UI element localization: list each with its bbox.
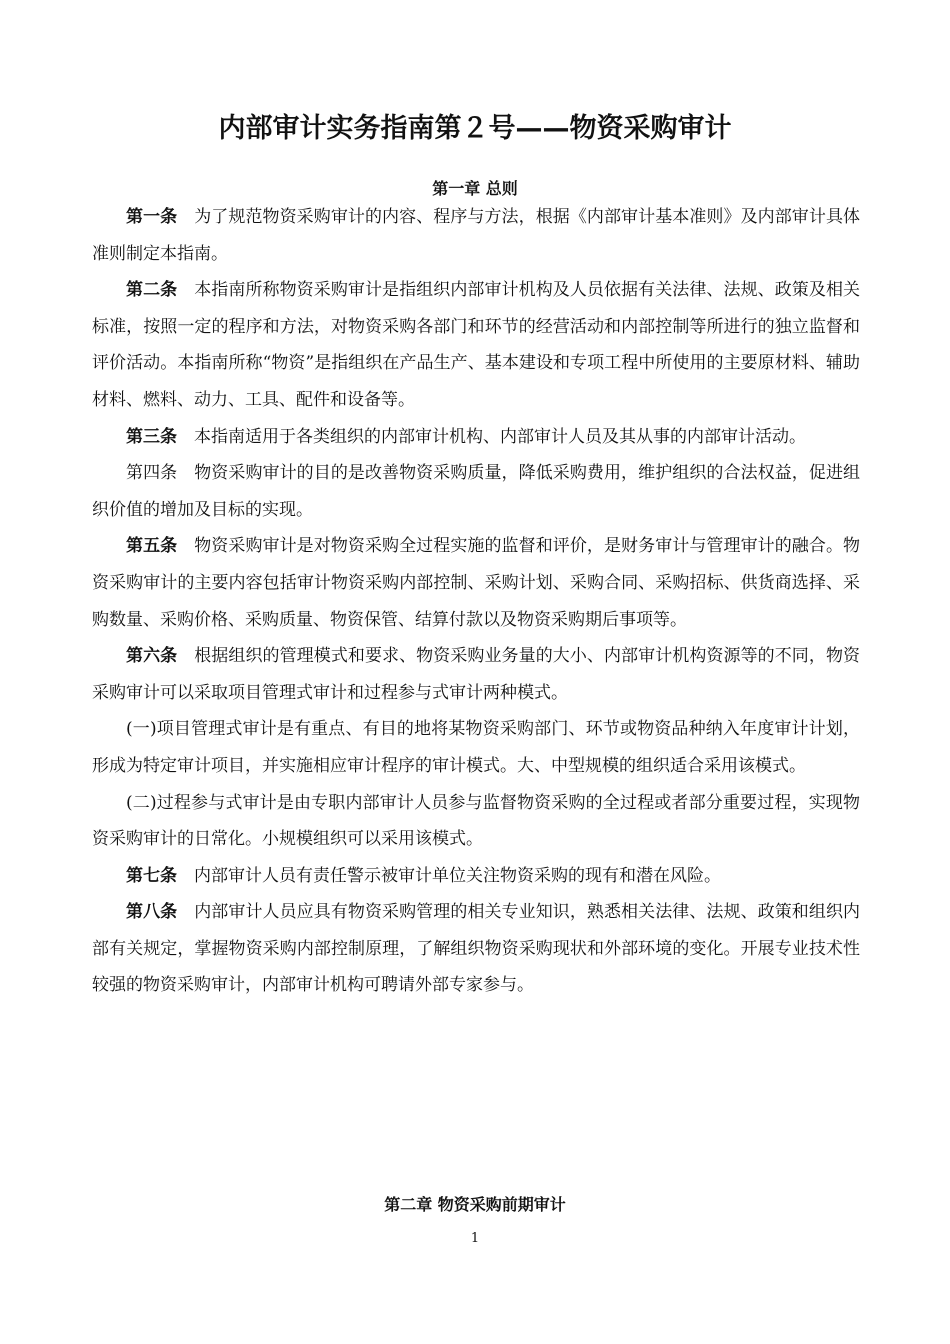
article-text: 本指南所称物资采购审计是指组织内部审计机构及人员依据有关法律、法规、政策及相关标准，按照一定的程序和方法，对物资采购各部门和环节的经营活动和内部控制等所进行的独立监督和评价活动。本指南所称“物资”是指组织在产品生产、基本建设和专项工程中所使用的主要原材料、辅助材料、燃料、动力、工具、配件和设备等。 xyxy=(92,280,861,410)
page-number: 1 xyxy=(470,1231,480,1246)
chapter-heading: 第一章 总则 xyxy=(432,179,518,198)
article-text: 本指南适用于各类组织的内部审计机构、内部审计人员及其从事的内部审计活动。 xyxy=(194,426,806,447)
sub-item-text: (二)过程参与式审计是由专职内部审计人员参与监督物资采购的全过程或者部分重要过程，实现物资采购审计的日常化。小规模组织可以采用该模式。 xyxy=(92,792,860,850)
article-paragraph xyxy=(92,858,860,895)
sub-item-paragraph xyxy=(92,711,860,784)
article-label: 第五条 xyxy=(126,536,178,557)
article-text: 内部审计人员应具有物资采购管理的相关专业知识，熟悉相关法律、法规、政策和组织内部有关规定，掌握物资采购内部控制原理，了解组织物资采购现状和外部环境的变化。开展专业技术性较强的物资采购审计，内部审计机构可聘请外部专家参与。 xyxy=(92,902,861,996)
article-paragraph xyxy=(92,419,860,456)
article-label: 第一条 xyxy=(126,207,178,227)
article-paragraph xyxy=(92,199,860,272)
sub-item-paragraph xyxy=(92,785,860,858)
article-text: 物资采购审计的目的是改善物资采购质量，降低采购费用，维护组织的合法权益，促进组织价值的增加及目标的实现。 xyxy=(92,463,861,520)
article-text: 根据组织的管理模式和要求、物资采购业务量的大小、内部审计机构资源等的不同，物资采购审计可以采取项目管理式审计和过程参与式审计两种模式。 xyxy=(92,646,861,703)
article-label: 第二条 xyxy=(126,280,178,301)
article-paragraph xyxy=(92,528,860,638)
article-paragraph xyxy=(92,272,860,418)
article-label: 第三条 xyxy=(126,426,177,447)
article-label: 第四条 xyxy=(126,463,178,484)
article-text: 物资采购审计是对物资采购全过程实施的监督和评价，是财务审计与管理审计的融合。物资采购审计的主要内容包括审计物资采购内部控制、采购计划、采购合同、采购招标、供货商选择、采购数量、采购价格、采购质量、物资保管、结算付款以及物资采购期后事项等。 xyxy=(92,536,861,630)
article-label: 第八条 xyxy=(126,902,178,923)
document-title: 内部审计实务指南第２号——物资采购审计 xyxy=(218,113,732,144)
article-label: 第六条 xyxy=(126,646,178,667)
body-text xyxy=(92,199,860,1004)
article-label: 第七条 xyxy=(126,865,177,886)
article-paragraph xyxy=(92,894,860,1004)
article-text: 为了规范物资采购审计的内容、程序与方法，根据《内部审计基本准则》及内部审计具体准则制定本指南。 xyxy=(92,207,861,264)
article-text: 内部审计人员有责任警示被审计单位关注物资采购的现有和潜在风险。 xyxy=(194,865,721,886)
article-paragraph xyxy=(92,638,860,711)
sub-item-text: (一)项目管理式审计是有重点、有目的地将某物资采购部门、环节或物资品种纳入年度审计计划，形成为特定审计项目，并实施相应审计程序的审计模式。大、中型规模的组织适合采用该模式。 xyxy=(92,719,860,776)
chapter-heading: 第二章 物资采购前期审计 xyxy=(384,1195,566,1214)
article-paragraph xyxy=(92,455,860,528)
